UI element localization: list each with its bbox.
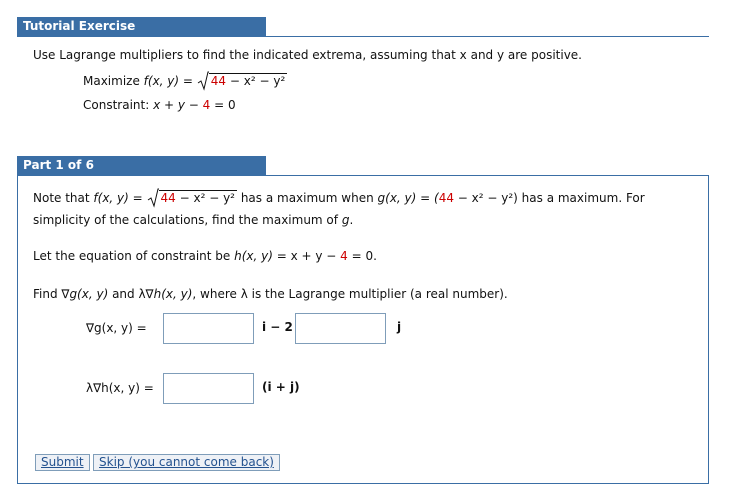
constraint-line — [83, 98, 236, 112]
submit-button[interactable]: Submit — [35, 454, 90, 471]
constraint-label: Constraint: — [83, 98, 154, 112]
tutorial-header-rule — [17, 36, 709, 37]
tutorial-header — [17, 17, 266, 36]
constraint-number: 4 — [202, 98, 211, 112]
find-line: Find ∇g(x, y) and λ∇h(x, y), where λ is the Lagrange multiplier (a real number). — [33, 287, 508, 301]
square-root — [197, 73, 287, 88]
note-square-root: 44 − x² − y² — [147, 190, 237, 205]
constraint-equation-line: Let the equation of constraint be h(x, y) = x + y − 4 = 0. — [33, 249, 377, 263]
radicand-rest: − x² − y² — [226, 74, 286, 88]
tutorial-title: Tutorial Exercise — [23, 19, 136, 33]
maximize-function: f(x, y) = — [143, 74, 197, 88]
note-radical-sign-icon — [147, 188, 159, 208]
radical-sign-icon — [197, 71, 209, 91]
j-label: j — [397, 320, 402, 334]
part-title: Part 1 of 6 — [23, 158, 94, 172]
grad-g-label: ∇g(x, y) = — [86, 321, 147, 335]
note-line-1: Note that f(x, y) = 44 − x² − y² has a maximum when g(x, y) = (44 − x² − y²) has a maximum. For — [33, 190, 645, 205]
instructions: Use Lagrange multipliers to find the indicated extrema, assuming that x and y are positive. — [33, 48, 582, 62]
constraint-lhs: x + y − — [153, 98, 203, 112]
maximize-label: Maximize — [83, 74, 144, 88]
lambda-grad-h-label: λ∇h(x, y) = — [86, 381, 154, 395]
radicand-number: 44 — [210, 74, 227, 88]
i-plus-j-label: (i + j) — [262, 380, 300, 394]
skip-button[interactable]: Skip (you cannot come back) — [93, 454, 280, 471]
constraint-rhs: = 0 — [210, 98, 236, 112]
note-line-2: simplicity of the calculations, find the maximum of g. — [33, 213, 354, 227]
grad-g-j-input[interactable] — [295, 313, 386, 344]
part-header — [17, 156, 266, 175]
maximize-line — [83, 73, 287, 88]
i-minus-two-label: i − 2 — [262, 320, 293, 334]
lambda-input[interactable] — [163, 373, 254, 404]
grad-g-i-input[interactable] — [163, 313, 254, 344]
